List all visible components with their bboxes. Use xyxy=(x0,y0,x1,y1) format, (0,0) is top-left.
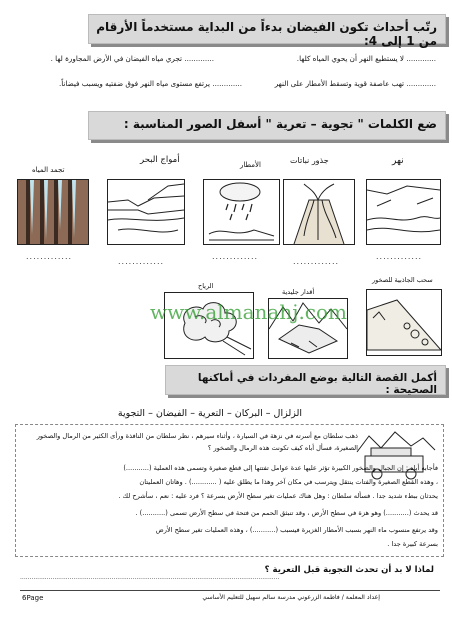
answer-line[interactable]: ........................................................................................................................................ xyxy=(20,574,280,581)
story-line-7: وقد يرتفع منسوب ماء النهر بسبب الأمطار الغزيرة فيسبب (...........) ، وهذه العمليات تغير سطح الأرض xyxy=(155,526,438,534)
story-line-3: فأجابه أباه : إن الجبال والصخور الكبيرة تؤثر عليها عدة عوامل تفتتها إلى قطع صغيرة وتسمى هذه العملية (...........) xyxy=(123,464,438,472)
image-sea-waves xyxy=(107,179,185,245)
image-gravity xyxy=(366,289,442,356)
section3-title: أكمل القصة التالية بوضع المفردات في أماكنها الصحيحة : xyxy=(197,372,437,396)
label-gravity: سحب الجاذبية للصخور xyxy=(372,276,433,284)
footer-divider xyxy=(20,590,440,591)
section3-title-band xyxy=(165,365,446,395)
story-line-5: يحدثان ببطء شديد جدا . فسأله سلطان : وهل هناك عمليات تغير سطح الأرض بسرعة ؟ فرد عليه : نعم ، سأشرح لك . xyxy=(118,492,438,500)
page-number: 6Page xyxy=(22,594,44,602)
blank-water-freezing[interactable]: ............. xyxy=(26,252,73,261)
blank-rain[interactable]: ............. xyxy=(212,252,259,261)
label-river: نهر xyxy=(392,156,404,166)
order-item-2: ............. تجري مياه الفيضان في الأرض المجاورة لها . xyxy=(50,54,214,63)
story-line-6: قد يحدث (...........) وهو هزة في سطح الأرض ، وقد تنبثق الحمم من فتحة في سطح الأرض تسمى (...........) . xyxy=(135,509,438,517)
story-line-1: ذهب سلطان مع أسرته في نزهة في السيارة ، وأثناء سيرهم ، نظر سلطان من النافذة ورأى الكثير من الرمال والصخور xyxy=(36,432,358,440)
blank-sea-waves[interactable]: ............. xyxy=(118,257,165,266)
question-weathering: لماذا لا بد أن تحدث التجوية قبل التعرية ؟ xyxy=(264,565,434,575)
section1-title: رتّب أحداث تكون الفيضان بدءاً من البداية مستخدماً الأرقام من 1 إلى 4: xyxy=(96,20,437,48)
label-wind: الرياح xyxy=(198,282,214,290)
order-item-4: ............. يرتفع مستوى مياه النهر فوق ضفتيه ويسبب فيضاناً. xyxy=(58,79,242,88)
car-illustration xyxy=(355,426,437,484)
section2-title: ضع الكلمات " تجوية – تعرية " أسفل الصور المناسبة : xyxy=(123,117,437,131)
watermark: www.almanahj.com xyxy=(150,300,348,324)
label-water-freezing: تجمد المياه xyxy=(32,166,65,174)
image-river xyxy=(366,179,441,245)
story-line-2: الصغيرة، فسأل أباه كيف تكونت هذه الرمال والصخور ؟ xyxy=(207,444,358,452)
order-item-3: ............. تهب عاصفة قوية وتسقط الأمطار على النهر xyxy=(274,79,436,88)
label-plant-roots: جذور نباتات xyxy=(290,156,329,165)
image-rain xyxy=(203,179,280,245)
order-item-1: ............. لا يستطيع النهر أن يحوي المياه كلها. xyxy=(296,54,436,63)
blank-river[interactable]: ............. xyxy=(376,252,423,261)
story-line-8: بسرعة كبيرة جدا . xyxy=(387,540,438,548)
story-line-4: ، وهذه القطع الصغيرة والفتات ينتقل ويترسب في مكان آخر وهذا ما يطلق عليه ( ............) . وهاتان العمليتان xyxy=(139,478,438,486)
footer-school: إعداد المعلمة / فاطمة الزرعوني مدرسة سالم سهيل للتعليم الأساسي xyxy=(202,594,380,601)
word-bank: الزلزال – البركان – التعرية – الفيضان – التجوية xyxy=(117,408,302,419)
label-glaciers: أقدار جليدية xyxy=(282,288,315,296)
section2-title-band xyxy=(88,111,446,140)
blank-plant-roots[interactable]: ............. xyxy=(293,257,340,266)
section1-title-band xyxy=(88,14,446,48)
label-sea-waves: أمواج البحر xyxy=(140,155,180,165)
image-water-freezing xyxy=(17,179,89,245)
image-plant-roots xyxy=(283,179,355,245)
label-rain: الأمطار xyxy=(240,161,261,169)
